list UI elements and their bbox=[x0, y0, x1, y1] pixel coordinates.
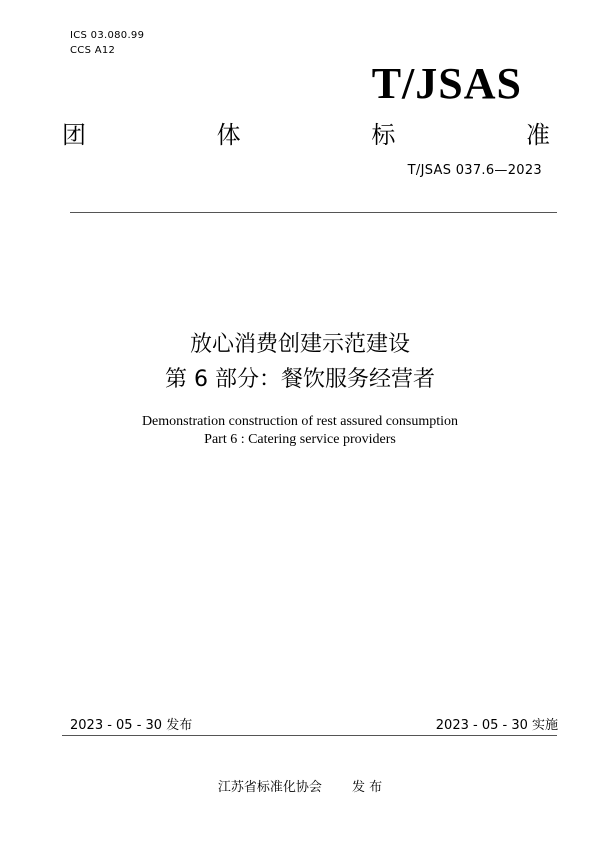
standard-type bbox=[62, 115, 550, 150]
title-chinese-line2: 第 6 部分：餐饮服务经营者 bbox=[165, 367, 435, 392]
publisher-name: 江苏省标准化协会 bbox=[217, 780, 322, 795]
standard-type-char: 准 bbox=[525, 121, 550, 149]
header-divider bbox=[70, 212, 557, 213]
implementation-date: 2023 - 05 - 30 实施 bbox=[435, 718, 558, 733]
standard-number: T/JSAS 037.6—2023 bbox=[407, 163, 542, 178]
standard-type-char: 团 bbox=[62, 121, 86, 149]
ccs-code: CCS A12 bbox=[70, 45, 116, 56]
standard-type-char: 标 bbox=[371, 121, 396, 149]
title-english-line2: Part 6 : Catering service providers bbox=[204, 432, 396, 447]
standard-logo: T/JSAS bbox=[371, 59, 522, 108]
publish-label: 发 布 bbox=[351, 780, 383, 795]
standard-type-char: 体 bbox=[216, 121, 241, 149]
title-english-line1: Demonstration construction of rest assured consumption bbox=[141, 414, 459, 429]
title-chinese-line1: 放心消费创建示范建设 bbox=[189, 332, 410, 357]
ics-code: ICS 03.080.99 bbox=[70, 30, 145, 41]
publisher-line bbox=[0, 776, 600, 795]
footer-divider bbox=[62, 735, 557, 736]
issue-date: 2023 - 05 - 30 发布 bbox=[70, 718, 193, 733]
